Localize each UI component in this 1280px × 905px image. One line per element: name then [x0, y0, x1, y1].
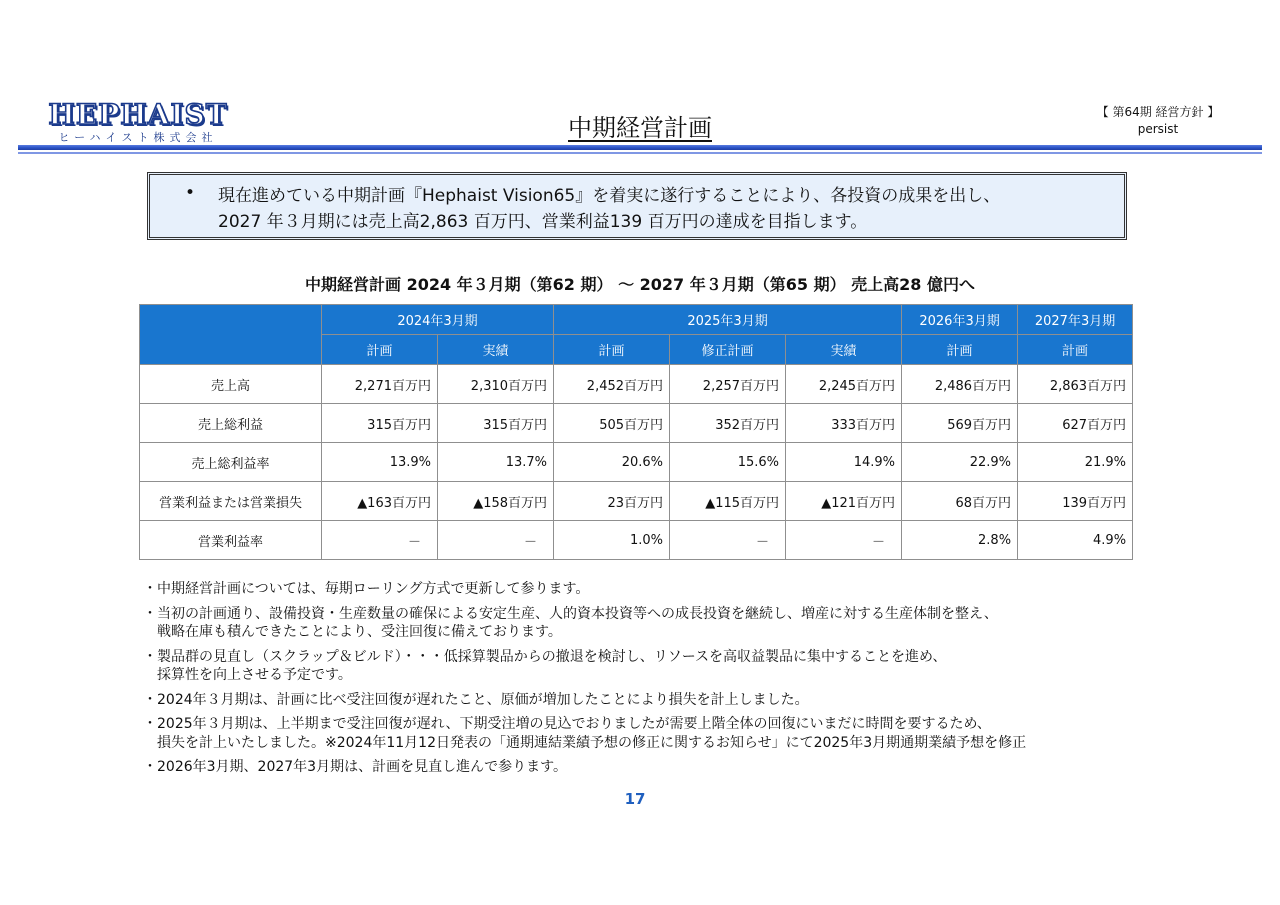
period-header: 2026年3月期: [902, 305, 1018, 335]
summary-bullet: •: [185, 183, 196, 203]
note-line: ・ 製品群の見直し（スクラップ＆ビルド）・・・低採算製品からの撤退を検討し、リソースを高収益製品に集中することを進め、: [157, 648, 947, 665]
period-header: 2024年3月期: [322, 305, 554, 335]
table-row: [140, 443, 1133, 482]
note-item: [145, 691, 1245, 710]
table-cell: 505百万円: [554, 404, 670, 443]
table-cell: 315百万円: [322, 404, 438, 443]
table-cell: 2,245百万円: [786, 365, 902, 404]
summary-box: [147, 172, 1127, 240]
table-cell: 14.9%: [786, 443, 902, 482]
period-header: 2025年3月期: [554, 305, 902, 335]
note-line: ・ 当初の計画通り、設備投資・生産数量の確保による安定生産、人的資本投資等への成長投資を継続し、増産に対する生産体制を整え、: [157, 605, 998, 622]
period-header-row: [140, 305, 1133, 335]
column-header: 実績: [438, 335, 554, 365]
badge-text: 【 第64期 経営方針 】: [1096, 105, 1220, 119]
table-cell: ▲115百万円: [670, 482, 786, 521]
table-row: [140, 404, 1133, 443]
table-cell: ▲158百万円: [438, 482, 554, 521]
table-cell: 627百万円: [1018, 404, 1133, 443]
table-row: [140, 521, 1133, 560]
column-header: 実績: [786, 335, 902, 365]
table-row: [140, 482, 1133, 521]
row-label: 営業利益率: [140, 521, 322, 560]
table-cell: 352百万円: [670, 404, 786, 443]
table-cell: 569百万円: [902, 404, 1018, 443]
table-cell: 4.9%: [1018, 521, 1133, 560]
table-cell: 2,452百万円: [554, 365, 670, 404]
row-label: 営業利益または営業損失: [140, 482, 322, 521]
header-rule: [18, 145, 1262, 150]
table-cell: ▲121百万円: [786, 482, 902, 521]
table-cell: 1.0%: [554, 521, 670, 560]
summary-line-1: 現在進めている中期計画『Hephaist Vision65』を着実に遂行することにより、各投資の成果を出し、: [218, 186, 1001, 206]
table-cell: 21.9%: [1018, 443, 1133, 482]
note-item: [145, 758, 1245, 777]
table-cell: 333百万円: [786, 404, 902, 443]
header-rule-thin: [18, 152, 1262, 154]
header-corner-cell: [140, 305, 322, 365]
page-number: 17: [624, 790, 646, 808]
header-badge: [1058, 104, 1258, 138]
table-cell: 15.6%: [670, 443, 786, 482]
summary-text: [218, 183, 1118, 235]
plan-table: [139, 304, 1133, 560]
table-cell: 315百万円: [438, 404, 554, 443]
table-cell: －: [786, 521, 902, 560]
table-cell: 2,863百万円: [1018, 365, 1133, 404]
note-line: ・ 2024年３月期は、計画に比べ受注回復が遅れたこと、原価が増加したことにより損失を計上しました。: [157, 691, 809, 708]
row-label: 売上総利益率: [140, 443, 322, 482]
note-item: [145, 580, 1245, 599]
column-header: 修正計画: [670, 335, 786, 365]
note-item: [145, 605, 1245, 642]
table-cell: 2,310百万円: [438, 365, 554, 404]
row-label: 売上総利益: [140, 404, 322, 443]
table-cell: 2,257百万円: [670, 365, 786, 404]
note-line: 戦略在庫も積んできたことにより、受注回復に備えております。: [157, 624, 562, 640]
page-title: 中期経営計画: [568, 114, 712, 142]
table-cell: 13.9%: [322, 443, 438, 482]
table-cell: 2,271百万円: [322, 365, 438, 404]
note-line: ・ 2025年３月期は、上半期まで受注回復が遅れ、下期受注増の見込でおりましたが需要上階全体の回復にいまだに時間を要するため、: [157, 716, 991, 732]
note-line: ・ 2026年3月期、2027年3月期は、計画を見直し進んで参ります。: [157, 759, 567, 775]
company-logo: [28, 100, 248, 148]
row-label: 売上高: [140, 365, 322, 404]
table-cell: －: [322, 521, 438, 560]
table-cell: 22.9%: [902, 443, 1018, 482]
table-cell: 20.6%: [554, 443, 670, 482]
column-header: 計画: [554, 335, 670, 365]
table-row: [140, 365, 1133, 404]
note-item: [145, 715, 1245, 752]
column-header: 計画: [1018, 335, 1133, 365]
logo-wordmark: HEPHAIST: [48, 98, 228, 131]
table-cell: 23百万円: [554, 482, 670, 521]
table-cell: 2,486百万円: [902, 365, 1018, 404]
table-cell: 13.7%: [438, 443, 554, 482]
badge-tagline: persist: [1137, 122, 1179, 136]
table-cell: ▲163百万円: [322, 482, 438, 521]
table-cell: 68百万円: [902, 482, 1018, 521]
note-item: [145, 648, 1245, 685]
table-cell: 2.8%: [902, 521, 1018, 560]
note-line: 採算性を向上させる予定です。: [157, 667, 352, 683]
period-header: 2027年3月期: [1018, 305, 1133, 335]
column-header: 計画: [322, 335, 438, 365]
note-line: ・ 中期経営計画については、毎期ローリング方式で更新して参ります。: [157, 581, 590, 597]
column-header: 計画: [902, 335, 1018, 365]
summary-line-2: 2027 年３月期には売上高2,863 百万円、営業利益139 百万円の達成を目指します。: [218, 212, 868, 232]
notes-list: [145, 580, 1245, 783]
table-title: 中期経営計画 2024 年３月期（第62 期） ～ 2027 年３月期（第65 期） 売上高28 億円へ: [305, 275, 975, 294]
logo-subtitle: ヒーハイスト株式会社: [58, 131, 218, 144]
table-cell: －: [438, 521, 554, 560]
note-line: 損失を計上いたしました。※2024年11月12日発表の「通期連結業績予想の修正に関するお知らせ」にて2025年3月期通期業績予想を修正: [157, 734, 1027, 751]
table-cell: －: [670, 521, 786, 560]
table-cell: 139百万円: [1018, 482, 1133, 521]
